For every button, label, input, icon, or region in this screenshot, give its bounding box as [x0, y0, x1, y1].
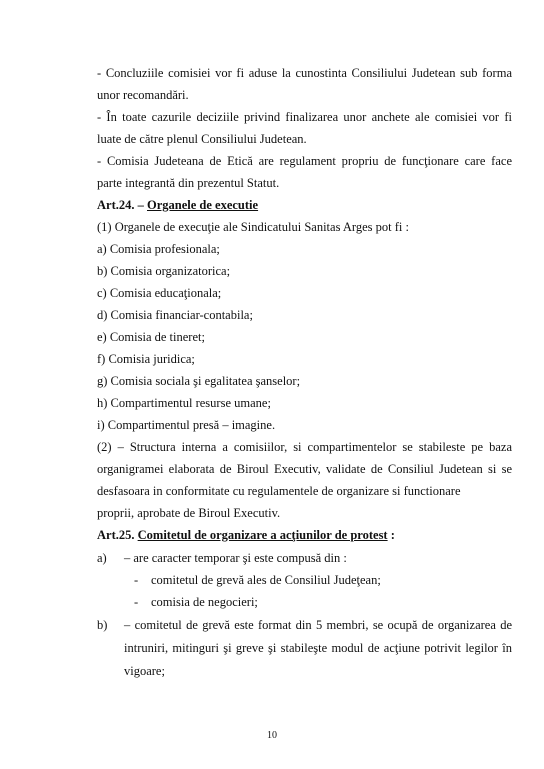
sub-list-item: comisia de negocieri; — [151, 595, 258, 609]
list-item-text: intruniri, mitinguri şi greve şi stabileşte modul de acţiune potrivit legilor în — [124, 641, 512, 655]
article-24-heading — [97, 198, 258, 213]
paragraph-line: (2) – Structura interna a comisiilor, si compartimentelor se stabileste pe baza — [97, 440, 512, 454]
page-number: 10 — [267, 730, 277, 741]
article-separator: – — [134, 198, 147, 212]
list-item: g) Comisia sociala şi egalitatea şanselor; — [97, 374, 301, 388]
list-item: d) Comisia financiar-contabila; — [97, 308, 253, 322]
list-item: b) Comisia organizatorica; — [97, 264, 231, 278]
article-title: Comitetul de organizare a acţiunilor de protest — [137, 528, 388, 542]
list-item: i) Compartimentul presă – imagine. — [97, 418, 276, 432]
list-item-text: vigoare; — [124, 664, 165, 678]
list-item: h) Compartimentul resurse umane; — [97, 396, 271, 410]
paragraph-line: - Comisia Judeteana de Etică are regulament propriu de funcţionare care face — [97, 154, 512, 168]
article-suffix: : — [390, 528, 395, 542]
paragraph-line: - În toate cazurile deciziile privind finalizarea unor anchete ale comisiei vor fi — [97, 110, 512, 124]
list-item: f) Comisia juridica; — [97, 352, 195, 366]
paragraph-line: desfasoara in conformitate cu regulamentele de organizare si functionare — [97, 484, 461, 498]
paragraph-line: organigramei elaborata de Biroul Executiv, validate de Consiliul Judetean si se — [97, 462, 512, 476]
article-title: Organele de executie — [147, 198, 259, 212]
bullet-dash: - — [134, 573, 139, 587]
paragraph-line: proprii, aprobate de Biroul Executiv. — [97, 506, 281, 520]
paragraph-line: parte integrantă din prezentul Statut. — [97, 176, 280, 190]
paragraph-line: unor recomandări. — [97, 88, 189, 102]
list-label: a) — [97, 551, 107, 565]
paragraph-line: luate de către plenul Consiliului Judetean. — [97, 132, 307, 146]
bullet-dash: - — [134, 595, 139, 609]
list-item-text: – comitetul de grevă este format din 5 membri, se ocupă de organizarea de — [124, 618, 512, 632]
article-25-heading — [97, 528, 395, 543]
list-label: b) — [97, 618, 108, 632]
list-item: a) Comisia profesionala; — [97, 242, 220, 256]
article-24-intro: (1) Organele de execuţie ale Sindicatului Sanitas Arges pot fi : — [97, 220, 409, 234]
article-number: Art.24. — [97, 198, 135, 212]
list-item: c) Comisia educaţionala; — [97, 286, 222, 300]
list-item-text: – are caracter temporar şi este compusă din : — [124, 551, 347, 565]
sub-list-item: comitetul de grevă ales de Consiliul Judeţean; — [151, 573, 381, 587]
paragraph-line: - Concluziile comisiei vor fi aduse la cunostinta Consiliului Judetean sub forma — [97, 66, 512, 80]
article-number: Art.25. — [97, 528, 135, 542]
list-item: e) Comisia de tineret; — [97, 330, 205, 344]
